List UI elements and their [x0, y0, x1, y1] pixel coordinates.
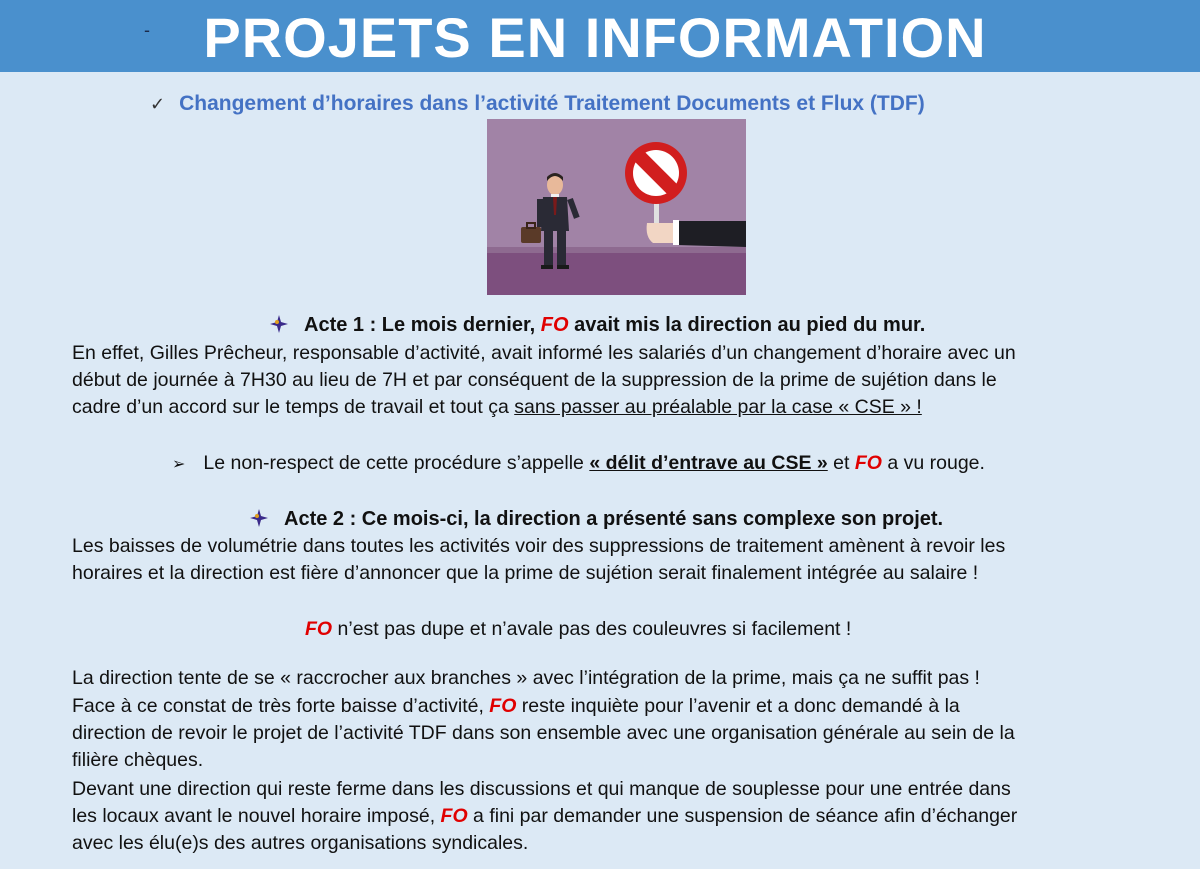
- fo-label: FO: [489, 695, 517, 717]
- fo-label: FO: [854, 452, 882, 474]
- fo-label: FO: [540, 314, 569, 336]
- four-point-star-icon: [250, 509, 268, 527]
- fo-label: FO: [440, 805, 468, 827]
- fo-label: FO: [305, 618, 333, 640]
- para3-line4: filière chèques.: [72, 749, 204, 771]
- para3-line6: les locaux avant le nouvel horaire imposé, FO a fini par demander une suspension de séance afin d’échanger: [72, 805, 1018, 827]
- para3-line7: avec les élu(e)s des autres organisations syndicales.: [72, 832, 529, 854]
- centered-statement: FO n’est pas dupe et n’avale pas des couleuvres si facilement !: [305, 618, 852, 640]
- para3-line3: direction de revoir le projet de l’activité TDF dans son ensemble avec une organisation générale au sein de la: [72, 722, 1015, 744]
- stop-sign-illustration: [487, 119, 746, 295]
- subtitle-text: Changement d’horaires dans l’activité Traitement Documents et Flux (TDF): [179, 92, 925, 115]
- four-point-star-icon: [270, 315, 288, 333]
- para2-line2: horaires et la direction est fière d’annoncer que la prime de sujétion serait finalement intégrée au salaire !: [72, 562, 979, 584]
- acte1-heading: Acte 1 : Le mois dernier, FO avait mis la direction au pied du mur.: [270, 312, 925, 340]
- para1-line3: cadre d’un accord sur le temps de travail et tout ça sans passer au préalable par la case « CSE » !: [72, 396, 922, 418]
- page-title: PROJETS EN INFORMATION: [203, 6, 987, 69]
- para1-line2: début de journée à 7H30 au lieu de 7H et par conséquent de la suppression de la prime de sujétion dans le: [72, 369, 997, 391]
- para3-line5: Devant une direction qui reste ferme dans les discussions et qui manque de souplesse pour une entrée dans: [72, 778, 1011, 800]
- delit-entrave-text: « délit d’entrave au CSE »: [589, 452, 828, 474]
- bullet-point: ➢ Le non-respect de cette procédure s’appelle « délit d’entrave au CSE » et FO a vu rouge.: [172, 450, 985, 479]
- subtitle: [150, 92, 925, 116]
- arrow-bullet-icon: ➢: [172, 456, 186, 473]
- para1-line1: En effet, Gilles Prêcheur, responsable d’activité, avait informé les salariés d’un changement d’horaire avec un: [72, 342, 1016, 364]
- header-banner: [0, 0, 1200, 72]
- para3-line2: Face à ce constat de très forte baisse d’activité, FO reste inquiète pour l’avenir et a donc demandé à la: [72, 695, 960, 717]
- checkmark-icon: ✓: [150, 94, 166, 114]
- acte2-heading: Acte 2 : Ce mois-ci, la direction a présenté sans complexe son projet.: [250, 506, 943, 534]
- underlined-text: sans passer au préalable par la case « CSE » !: [514, 396, 922, 418]
- para3-line1: La direction tente de se « raccrocher aux branches » avec l’intégration de la prime, mais ça ne suffit pas !: [72, 667, 980, 689]
- banner-dash: -: [144, 20, 150, 40]
- para2-line1: Les baisses de volumétrie dans toutes les activités voir des suppressions de traitement amènent à revoir les: [72, 535, 1006, 557]
